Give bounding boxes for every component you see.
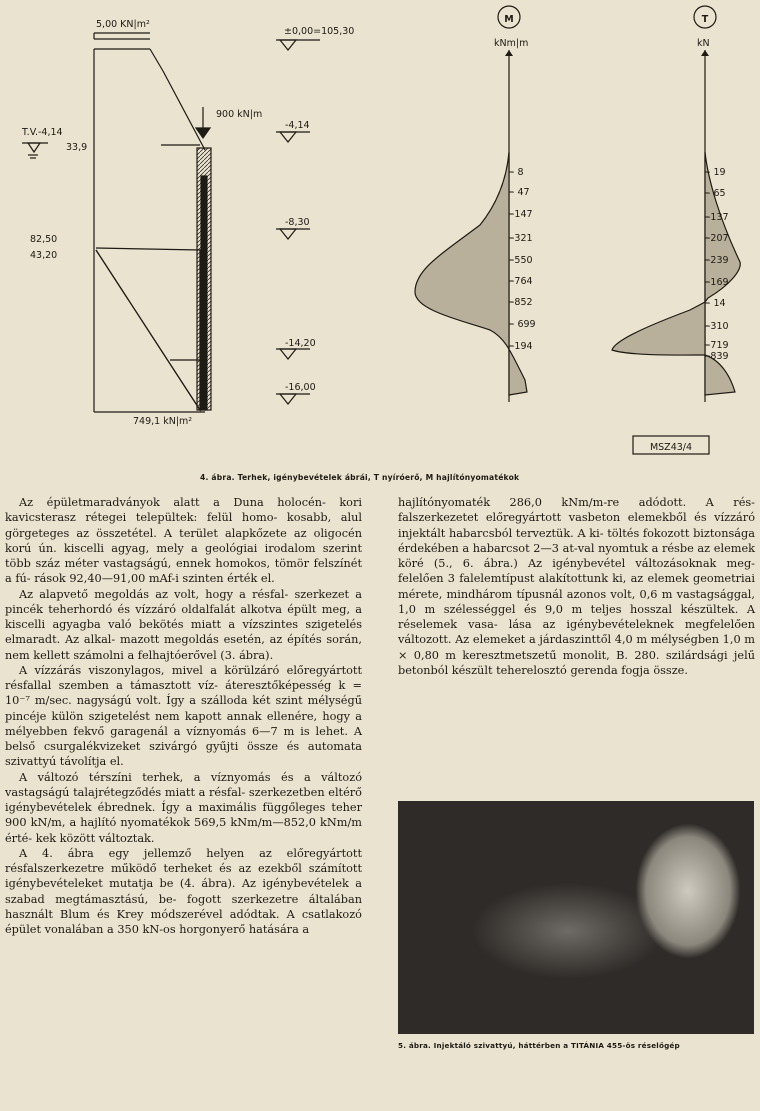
- shear-diagram: [612, 6, 740, 402]
- shear-tick-label: -719: [707, 340, 729, 351]
- moment-ticks: [509, 167, 536, 352]
- level-14-20: -14,20: [285, 338, 316, 349]
- shear-tick-label: -239: [707, 255, 729, 266]
- shear-tick-label: -169: [707, 277, 729, 288]
- figure-stamp: MSZ43/4: [649, 442, 693, 453]
- paragraph: Az épületmaradványok alatt a Duna holocén- kori kavicsterasz rétegei települtek: felül homo- kosabb, alul görgeteges az összetétel. A terület alapkőzete az oligocén korú ún. kiscelli agyag, mely a geológiai irodalom szerint több száz méter vastagságú, ennek homokos, tömör felszínét a fú- rások 92,40—91,00 mAf-i szinten érték el.: [5, 496, 362, 586]
- shear-ticks: [705, 167, 729, 362]
- moment-tick-label: -147: [511, 209, 533, 220]
- shear-tick-label: -207: [707, 233, 729, 244]
- shear-tick-label: - 14: [707, 298, 726, 309]
- value-82-50: 82,50: [30, 234, 58, 245]
- shear-tick-label: -137: [707, 212, 729, 223]
- paragraph: hajlítónyomaték 286,0 kNm/m-re adódott. A rés- falszerkezetet előregyártott vasbeton elemekből és vízzáró injektált habarcsból terveztük. A ki- töltés fokozott biztonsága érdekében a habarcsot 2—3 at-val nyomtuk a résbe az elemek köré (5., 6. ábra.) Az igénybevétel változásoknak meg- felelően 3 falelemtípust alakítottunk ki, az elemek geometriai mérete, mindhárom típusnál azonos volt, 0,6 m vastagsággal, 1,0 m szélességgel és 9,0 m teljes hosszal készültek. A réselemek vasa- lása az igénybevételeknek megfelelően változott. Az elemeket a járdaszinttől 4,0 m mélységben 1,0 m × 0,80 m keresztmetszetű monolit, B. 280. szilárdsági jelű betonból készült teherelosztó gerenda fogja össze.: [398, 496, 755, 677]
- point-load-label: 900 kN|m: [216, 109, 263, 120]
- paragraph: Az alapvető megoldás az volt, hogy a résfal- szerkezet a pincék teherhordó és vízzáró oldalfalát alkotva épült meg, a kiscelli agyagba való bekötés miatt a vízszintes szigetelés elmaradt. Az alkal- mazott megoldás esetén, az építés során, nem kellett számolni a felhajtóerővel (3. ábra).: [5, 587, 362, 662]
- load-diagram: [22, 33, 320, 412]
- paragraph: A 4. ábra egy jellemző helyen az előregyártott résfalszerkezetre működő terheket és az ezekből számított igénybevételeket mutatja be (4. ábra). Az igénybevételek a szabad megtámasztású, be- fogott szerkezetre általában használt Blum és Krey módszerével adódtak. A csatlakozó épület vonalában a 350 kN-os horgonyerő hatására a: [5, 846, 362, 936]
- right-text-column: [398, 495, 755, 678]
- figure-5-photo: [398, 801, 754, 1034]
- top-level-label: ±0,00=105,30: [284, 26, 355, 37]
- moment-symbol: M: [504, 14, 514, 25]
- moment-tick-label: - 8: [511, 167, 524, 178]
- left-text-column: [5, 495, 362, 937]
- bottom-load-label: 749,1 kN|m²: [133, 416, 193, 427]
- figure-4-caption: 4. ábra. Terhek, igénybevételek ábrái, T nyíróerő, M hajlítónyomatékok: [200, 473, 520, 482]
- moment-tick-label: -321: [511, 233, 533, 244]
- paragraph: A vízzárás viszonylagos, mivel a körülzáró előregyártott résfallal szemben a támasztott víz- áteresztőképesség k = 10⁻⁷ m/sec. nagyságú volt. Így a szálloda két szint mélységű pincéje külön szigetelést nem kapott annak ellenére, hogy a mélyebben fekvő garagenál a víznyomás 6—7 m is lehet. A belső csurgalékvizeket szivárgó gyűjti össze és automata szivattyú távolítja el.: [5, 663, 362, 769]
- water-level-label: T.V.-4,14: [22, 127, 63, 138]
- moment-tick-label: -764: [511, 276, 533, 287]
- level-8-30: -8,30: [285, 217, 310, 228]
- shear-tick-label: - 19: [707, 167, 726, 178]
- moment-tick-label: -852: [511, 297, 533, 308]
- moment-unit: kNm|m: [494, 38, 529, 49]
- moment-tick-label: -194: [511, 341, 533, 352]
- figure-4-diagram: [0, 0, 760, 470]
- paragraph: A változó térszíni terhek, a víznyomás és a változó vastagságú talajrétegződés miatt a résfal- szerkezetben eltérő igénybevételek ébrednek. Így a maximális függőleges teher 900 kN/m, a hajlító nyomatékok 569,5 kNm/m—852,0 kNm/m érté- kek között változtak.: [5, 770, 362, 845]
- shear-symbol: T: [701, 14, 709, 25]
- figure-5-caption: 5. ábra. Injektáló szivattyú, háttérben a TITÁNIA 455-ös réselőgép: [398, 1041, 680, 1050]
- value-33-9: 33,9: [66, 142, 88, 153]
- value-43-20: 43,20: [30, 250, 58, 261]
- level-4-14: -4,14: [285, 120, 310, 131]
- shear-tick-label: -310: [707, 321, 729, 332]
- shear-tick-label: - 65: [707, 188, 726, 199]
- shear-unit: kN: [697, 38, 710, 49]
- top-load-label: 5,00 KN|m²: [96, 19, 150, 30]
- moment-tick-label: -550: [511, 255, 533, 266]
- moment-diagram: [415, 6, 536, 402]
- moment-tick-label: - 699: [511, 319, 536, 330]
- level-16-00: -16,00: [285, 382, 316, 393]
- moment-tick-label: - 47: [511, 187, 530, 198]
- shear-tick-label: -839: [707, 351, 729, 362]
